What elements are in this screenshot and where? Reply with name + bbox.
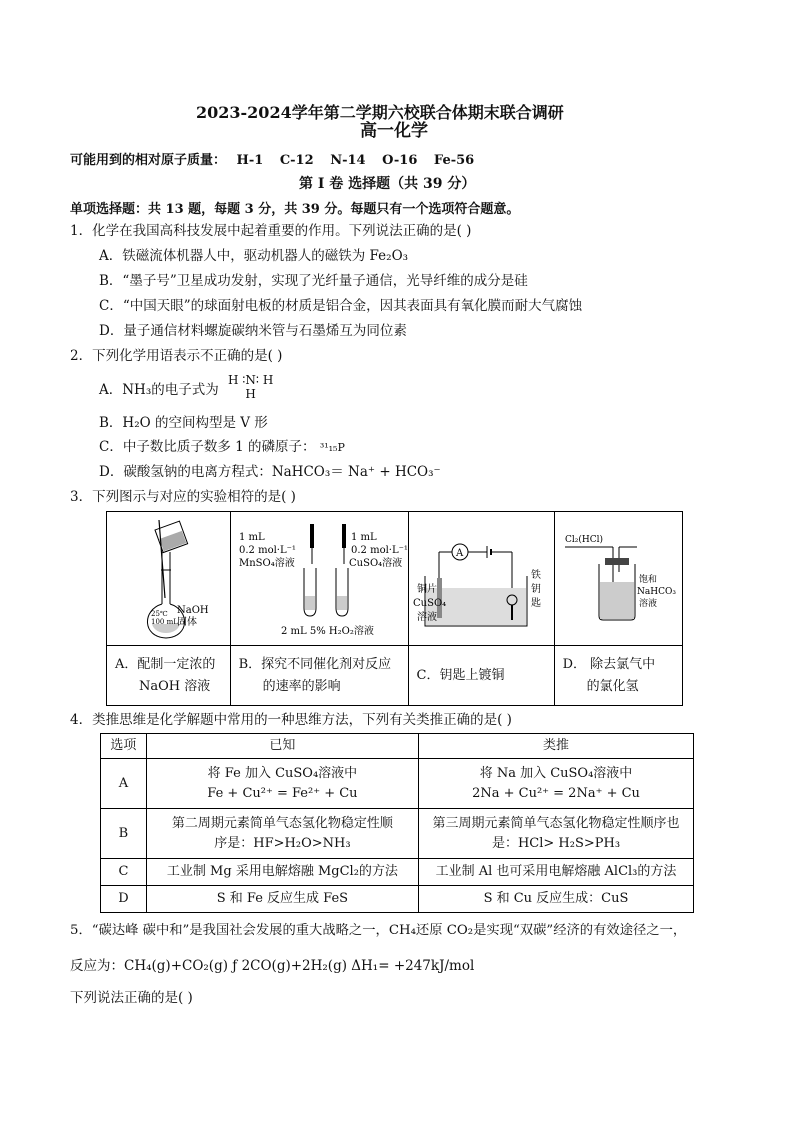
q5-reaction: 反应为：CH₄(g)+CO₂(g) ƒ 2CO(g)+2H₂(g) ΔH₁= +247kJ/mol [70,958,475,974]
q2-option-c [99,437,345,458]
key-label-2: 钥 [530,584,541,595]
caption-d [554,646,682,706]
fig-d-cell [554,512,682,646]
fig-b-right-conc: 0.2 mol·L⁻¹ [350,545,408,556]
row-c-option: C [101,859,147,886]
key-label-3: 匙 [530,598,541,609]
fig-b-right-vol: 1 mL [350,532,377,543]
q2-option-b: B．H₂O 的空间构型是 V 形 [99,415,268,431]
header-option: 选项 [101,734,147,759]
nahco3-label: NaHCO₃ [636,587,676,597]
q3-stem: 3．下列图示与对应的实验相符的是( ) [70,489,296,505]
row-a-known-line2: Fe + Cu²⁺ = Fe²⁺ + Cu [207,785,358,801]
row-a-option: A [101,759,147,809]
fig-b-right-sol: CuSO₄溶液 [348,558,402,569]
caption-d-line1: D． 除去氯气中 [562,656,656,672]
header-known: 已知 [146,734,418,759]
nh3-electron-formula [228,373,273,401]
header-infer: 类推 [419,734,694,759]
fig-b-cell [230,512,408,646]
table-row [101,809,694,859]
nh3-formula-top: H ∶N∶ H [228,373,274,387]
q1-stem: 1．化学在我国高科技发展中起着重要的作用。下列说法正确的是( ) [70,223,472,239]
gas-washing-bottle-figure [555,512,683,644]
flask-temp: 25℃ [151,610,168,618]
caption-a [107,646,231,706]
fig-c-cell [408,512,554,646]
naoh-label: NaOH [177,605,209,616]
q1-option-a: A．铁磁流体机器人中，驱动机器人的磁铁为 Fe₂O₃ [99,248,409,264]
caption-b-line2: 的速率的影响 [262,678,341,694]
exam-title: 2023-2024学年第二学期六校联合体期末联合调研 [196,103,564,122]
row-b-known-line2: 序是：HF>H₂O>NH₃ [214,835,351,851]
fig-a-cell [107,512,231,646]
section-title: 第 I 卷 选择题（共 39 分） [299,176,476,192]
row-a-infer-line1: 将 Na 加入 CuSO₄溶液中 [479,765,633,781]
caption-b [230,646,408,706]
key-label-1: 铁 [530,570,541,581]
mass-c: C-12 [279,153,314,168]
row-d-known: S 和 Fe 反应生成 FeS [146,886,418,913]
fig-b-h2o2-label: 2 mL 5% H₂O₂溶液 [280,626,374,637]
cuso4-label: CuSO₄ [412,598,446,609]
caption-c [408,646,554,706]
subject-title: 高一化学 [360,121,428,141]
row-b-infer [419,809,694,859]
row-d-option: D [101,886,147,913]
caption-c-line1: C．钥匙上镀铜 [416,667,505,683]
table-row [101,759,694,809]
electroplating-figure [409,512,555,644]
catalyst-test-tubes-figure [231,512,409,644]
caption-b-line1: B．探究不同催化剂对反应 [238,656,392,672]
row-b-known [146,809,418,859]
phosphorus-nuclide: ³¹₁₅P [319,441,345,454]
row-b-infer-line1: 第三周期元素简单气态氢化物稳定性顺序也 [432,815,680,831]
caption-a-line1: A．配制一定浓的 [115,656,216,672]
caption-a-line2: NaOH 溶液 [139,678,211,694]
q2-option-a: A．NH₃的电子式为 [99,382,219,398]
fig-b-left-vol: 1 mL [238,532,265,543]
instructions: 单项选择题：共 13 题，每题 3 分，共 39 分。每题只有一个选项符合题意。 [70,202,520,217]
row-a-known-line1: 将 Fe 加入 CuSO₄溶液中 [207,765,358,781]
flask-capacity: 100 mL [151,618,178,626]
q3-figure-table [106,511,683,706]
row-b-infer-line2: 是：HCl> H₂S>PH₃ [491,835,621,851]
copper-plate-label: 铜片 [416,584,437,595]
fig-b-left-sol: MnSO₄溶液 [238,558,295,569]
q4-stem: 4．类推思维是化学解题中常用的一种思维方法，下列有关类推正确的是( ) [70,712,512,728]
mass-n: N-14 [330,153,366,168]
caption-d-line2: 的氯化氢 [586,678,639,694]
q4-analogy-table [100,733,694,913]
row-a-known [146,759,418,809]
volumetric-flask-figure [107,512,228,644]
table-row [101,859,694,886]
row-a-infer-line2: 2Na + Cu²⁺ = 2Na⁺ + Cu [472,785,640,801]
atomic-mass-label: 可能用到的相对原子质量： [70,153,227,168]
gas-label: Cl₂(HCl) [564,535,603,545]
row-b-known-line1: 第二周期元素简单气态氢化物稳定性顺 [171,815,393,831]
q2-option-d: D．碳酸氢钠的电离方程式：NaHCO₃＝ Na⁺ + HCO₃⁻ [99,464,441,480]
fig-b-left-conc: 0.2 mol·L⁻¹ [238,545,296,556]
ammeter-label: A [455,548,463,559]
row-c-infer: 工业制 Al 也可采用电解熔融 AlCl₃的方法 [419,859,694,886]
atomic-mass-line [70,149,474,168]
table-row [101,886,694,913]
q2-option-c-text: C．中子数比质子数多 1 的磷原子： [99,439,316,455]
q2-stem: 2．下列化学用语表示不正确的是( ) [70,348,283,364]
q1-option-b: B．“墨子号”卫星成功发射，实现了光纤量子通信，光导纤维的成分是硅 [99,273,528,289]
mass-fe: Fe-56 [433,153,475,168]
q5-stem-line1: 5．“碳达峰 碳中和”是我国社会发展的重大战略之一，CH₄还原 CO₂是实现“双碳”经济的有效途径之一， [70,923,687,938]
q5-question: 下列说法正确的是( ) [70,990,193,1006]
mass-o: O-16 [382,153,418,168]
fig-d-solution-label: 溶液 [638,599,657,609]
solution-label: 溶液 [416,612,437,623]
nh3-formula-bottom: H [245,387,256,401]
solid-label: 固体 [177,617,197,628]
q1-option-d: D．量子通信材料螺旋碳纳米管与石墨烯互为同位素 [99,323,407,339]
mass-h: H-1 [236,153,264,168]
q1-option-c: C．“中国天眼”的球面射电板的材质是铝合金，因其表面具有氧化膜而耐大气腐蚀 [99,298,583,314]
row-b-option: B [101,809,147,859]
saturated-label: 饱和 [638,575,657,585]
row-c-known: 工业制 Mg 采用电解熔融 MgCl₂的方法 [146,859,418,886]
row-a-infer [419,759,694,809]
row-d-infer: S 和 Cu 反应生成：CuS [419,886,694,913]
